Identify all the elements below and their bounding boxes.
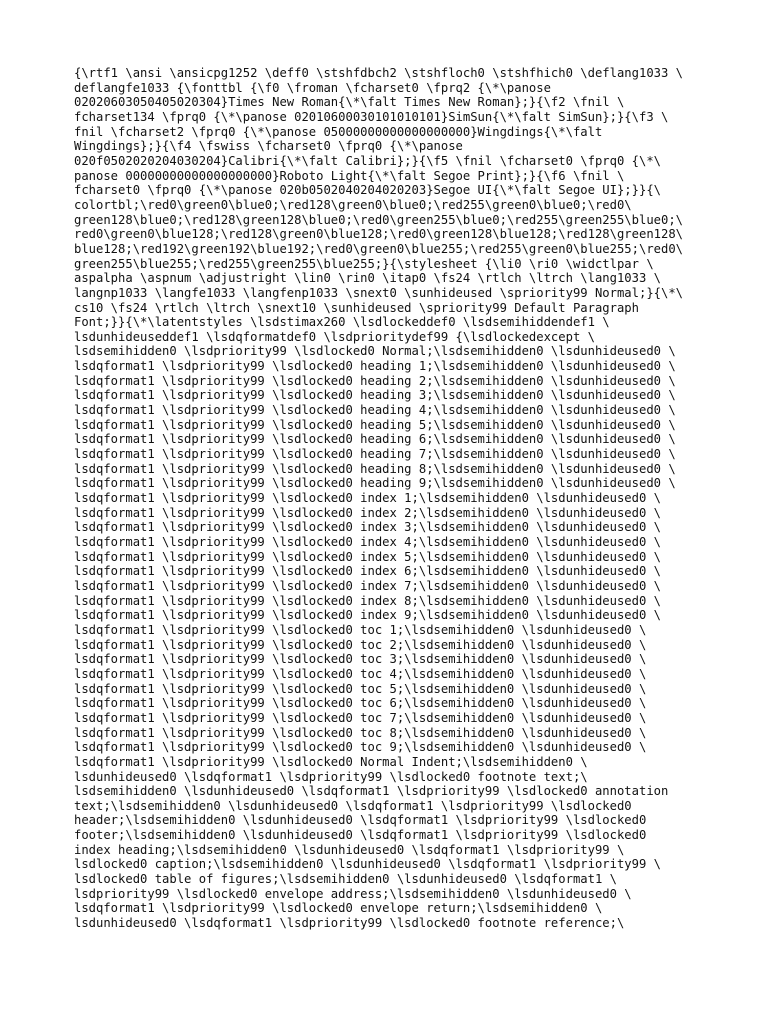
text-line: blue128;\red192\green192\blue192;\red0\green0\blue255;\red255\green0\blue255;\red0\ — [74, 241, 684, 256]
text-line: fcharset0 \fprq0 {\*\panose 020b0502040204020203}Segoe UI{\*\falt Segoe UI};}}{\ — [74, 183, 661, 198]
text-line: lsdsemihidden0 \lsdunhideused0 \lsdqformat1 \lsdpriority99 \lsdlocked0 annotation — [74, 784, 669, 799]
text-line: deflangfe1033 {\fonttbl {\f0 \froman \fcharset0 \fprq2 {\*\panose — [74, 80, 551, 95]
text-line: text;\lsdsemihidden0 \lsdunhideused0 \lsdqformat1 \lsdpriority99 \lsdlocked0 — [74, 798, 632, 813]
text-line: {\rtf1 \ansi \ansicpg1252 \deff0 \stshfdbch2 \stshfloch0 \stshfhich0 \deflang1033 \ — [74, 66, 684, 80]
text-line: lsdsemihidden0 \lsdpriority99 \lsdlocked0 Normal;\lsdsemihidden0 \lsdunhideused0 \ — [74, 344, 676, 359]
text-line: lsdlocked0 table of figures;\lsdsemihidden0 \lsdunhideused0 \lsdqformat1 \ — [74, 872, 617, 887]
text-line: fnil \fcharset2 \fprq0 {\*\panose 05000000000000000000}Wingdings{\*\falt — [74, 124, 603, 139]
text-line: lsdqformat1 \lsdpriority99 \lsdlocked0 toc 4;\lsdsemihidden0 \lsdunhideused0 \ — [74, 666, 647, 681]
text-line: Wingdings};}{\f4 \fswiss \fcharset0 \fprq0 {\*\panose — [74, 139, 463, 154]
text-line: lsdqformat1 \lsdpriority99 \lsdlocked0 index 2;\lsdsemihidden0 \lsdunhideused0 \ — [74, 505, 661, 520]
text-line: Font;}}{\*\latentstyles \lsdstimax260 \lsdlockeddef0 \lsdsemihiddendef1 \ — [74, 315, 610, 330]
text-line: red0\green0\blue128;\red128\green0\blue128;\red0\green128\blue128;\red128\green128\ — [74, 227, 684, 242]
text-line: lsdqformat1 \lsdpriority99 \lsdlocked0 heading 9;\lsdsemihidden0 \lsdunhideused0 \ — [74, 476, 676, 491]
text-line: aspalpha \aspnum \adjustright \lin0 \rin0 \itap0 \fs24 \rtlch \ltrch \lang1033 \ — [74, 271, 661, 286]
text-line: header;\lsdsemihidden0 \lsdunhideused0 \lsdqformat1 \lsdpriority99 \lsdlocked0 — [74, 813, 647, 828]
text-line: lsdqformat1 \lsdpriority99 \lsdlocked0 heading 1;\lsdsemihidden0 \lsdunhideused0 \ — [74, 359, 676, 374]
text-line: lsdqformat1 \lsdpriority99 \lsdlocked0 heading 4;\lsdsemihidden0 \lsdunhideused0 \ — [74, 403, 676, 418]
text-line: lsdqformat1 \lsdpriority99 \lsdlocked0 envelope return;\lsdsemihidden0 \ — [74, 901, 603, 916]
text-line: lsdqformat1 \lsdpriority99 \lsdlocked0 index 1;\lsdsemihidden0 \lsdunhideused0 \ — [74, 491, 661, 506]
text-line: lsdqformat1 \lsdpriority99 \lsdlocked0 toc 5;\lsdsemihidden0 \lsdunhideused0 \ — [74, 681, 647, 696]
text-line: lsdqformat1 \lsdpriority99 \lsdlocked0 toc 8;\lsdsemihidden0 \lsdunhideused0 \ — [74, 725, 647, 740]
text-line: lsdqformat1 \lsdpriority99 \lsdlocked0 index 4;\lsdsemihidden0 \lsdunhideused0 \ — [74, 535, 661, 549]
text-line: lsdqformat1 \lsdpriority99 \lsdlocked0 toc 3;\lsdsemihidden0 \lsdunhideused0 \ — [74, 652, 647, 667]
text-line: lsdqformat1 \lsdpriority99 \lsdlocked0 index 3;\lsdsemihidden0 \lsdunhideused0 \ — [74, 520, 661, 535]
text-line: footer;\lsdsemihidden0 \lsdunhideused0 \lsdqformat1 \lsdpriority99 \lsdlocked0 — [74, 828, 647, 843]
text-line: lsdqformat1 \lsdpriority99 \lsdlocked0 heading 2;\lsdsemihidden0 \lsdunhideused0 \ — [74, 373, 676, 388]
text-line: lsdpriority99 \lsdlocked0 envelope address;\lsdsemihidden0 \lsdunhideused0 \ — [74, 886, 632, 901]
text-line: lsdqformat1 \lsdpriority99 \lsdlocked0 index 5;\lsdsemihidden0 \lsdunhideused0 \ — [74, 549, 661, 564]
text-line: lsdqformat1 \lsdpriority99 \lsdlocked0 index 8;\lsdsemihidden0 \lsdunhideused0 \ — [74, 593, 661, 608]
text-line: lsdqformat1 \lsdpriority99 \lsdlocked0 index 9;\lsdsemihidden0 \lsdunhideused0 \ — [74, 608, 661, 623]
text-line: lsdunhideuseddef1 \lsdqformatdef0 \lsdprioritydef99 {\lsdlockedexcept \ — [74, 329, 595, 344]
text-line: panose 00000000000000000000}Roboto Light{\*\falt Segoe Print};}{\f6 \fnil \ — [74, 168, 625, 183]
text-line: green128\blue0;\red128\green128\blue0;\red0\green255\blue0;\red255\green255\blue0;\ — [74, 212, 684, 227]
text-line: lsdqformat1 \lsdpriority99 \lsdlocked0 index 6;\lsdsemihidden0 \lsdunhideused0 \ — [74, 564, 661, 579]
rtf-source-text — [74, 66, 768, 931]
text-line: lsdqformat1 \lsdpriority99 \lsdlocked0 index 7;\lsdsemihidden0 \lsdunhideused0 \ — [74, 578, 661, 593]
text-line: langnp1033 \langfe1033 \langfenp1033 \snext0 \sunhideused \spriority99 Normal;}{\*\ — [74, 285, 684, 300]
text-line: lsdqformat1 \lsdpriority99 \lsdlocked0 heading 3;\lsdsemihidden0 \lsdunhideused0 \ — [74, 388, 676, 403]
text-line: lsdqformat1 \lsdpriority99 \lsdlocked0 heading 8;\lsdsemihidden0 \lsdunhideused0 \ — [74, 461, 676, 476]
text-line: 02020603050405020304}Times New Roman{\*\falt Times New Roman};}{\f2 \fnil \ — [74, 95, 625, 110]
text-line: lsdqformat1 \lsdpriority99 \lsdlocked0 toc 7;\lsdsemihidden0 \lsdunhideused0 \ — [74, 710, 647, 725]
text-line: lsdunhideused0 \lsdqformat1 \lsdpriority99 \lsdlocked0 footnote reference;\ — [74, 916, 625, 931]
text-line: index heading;\lsdsemihidden0 \lsdunhideused0 \lsdqformat1 \lsdpriority99 \ — [74, 842, 625, 857]
text-line: fcharset134 \fprq0 {\*\panose 02010600030101010101}SimSun{\*\falt SimSun};}{\f3 \ — [74, 109, 669, 124]
text-line: lsdqformat1 \lsdpriority99 \lsdlocked0 toc 9;\lsdsemihidden0 \lsdunhideused0 \ — [74, 740, 647, 755]
text-line: green255\blue255;\red255\green255\blue255;}{\stylesheet {\li0 \ri0 \widctlpar \ — [74, 256, 654, 271]
text-line: lsdunhideused0 \lsdqformat1 \lsdpriority99 \lsdlocked0 footnote text;\ — [74, 769, 588, 784]
text-line: lsdqformat1 \lsdpriority99 \lsdlocked0 toc 6;\lsdsemihidden0 \lsdunhideused0 \ — [74, 696, 647, 711]
text-line: lsdqformat1 \lsdpriority99 \lsdlocked0 heading 6;\lsdsemihidden0 \lsdunhideused0 \ — [74, 432, 676, 447]
text-line: lsdqformat1 \lsdpriority99 \lsdlocked0 Normal Indent;\lsdsemihidden0 \ — [74, 754, 588, 769]
text-line: colortbl;\red0\green0\blue0;\red128\green0\blue0;\red255\green0\blue0;\red0\ — [74, 197, 632, 212]
text-line: lsdqformat1 \lsdpriority99 \lsdlocked0 toc 2;\lsdsemihidden0 \lsdunhideused0 \ — [74, 637, 647, 652]
text-line: lsdqformat1 \lsdpriority99 \lsdlocked0 toc 1;\lsdsemihidden0 \lsdunhideused0 \ — [74, 622, 647, 637]
text-line: cs10 \fs24 \rtlch \ltrch \snext10 \sunhideused \spriority99 Default Paragraph — [74, 300, 639, 315]
text-line: lsdqformat1 \lsdpriority99 \lsdlocked0 heading 7;\lsdsemihidden0 \lsdunhideused0 \ — [74, 447, 676, 462]
text-line: lsdqformat1 \lsdpriority99 \lsdlocked0 heading 5;\lsdsemihidden0 \lsdunhideused0 \ — [74, 417, 676, 432]
text-line: 020f0502020204030204}Calibri{\*\falt Calibri};}{\f5 \fnil \fcharset0 \fprq0 {\*\ — [74, 153, 661, 168]
text-line: lsdlocked0 caption;\lsdsemihidden0 \lsdunhideused0 \lsdqformat1 \lsdpriority99 \ — [74, 857, 661, 872]
